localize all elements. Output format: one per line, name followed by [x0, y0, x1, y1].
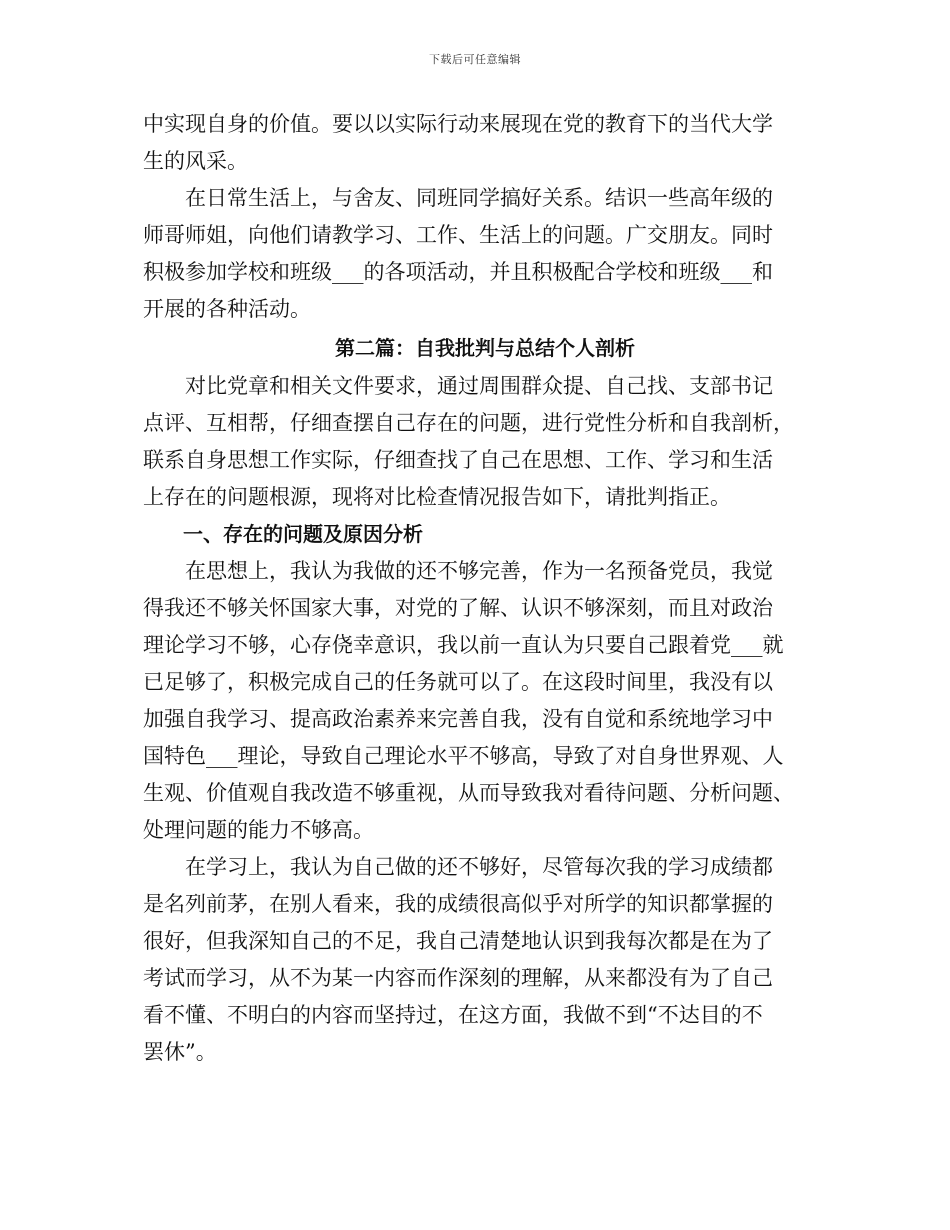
- text-line: 开展的各种活动。: [143, 297, 311, 321]
- text-line: 看不懂、不明白的内容而坚持过，在这方面，我做不到“不达目的不: [143, 1003, 763, 1027]
- text-line: 师哥师姐，向他们请教学习、工作、生活上的问题。广交朋友。同时: [143, 223, 773, 247]
- text-line: 处理问题的能力不够高。: [143, 818, 374, 842]
- text-line: 是名列前茅，在别人看来，我的成绩很高似乎对所学的知识都掌握的: [143, 892, 773, 916]
- text-line: 中实现自身的价值。要以以实际行动来展现在党的教育下的当代大学: [143, 112, 773, 136]
- section-title: 第二篇：自我批判与总结个人剖析: [335, 336, 635, 360]
- text-line: 点评、互相帮，仔细查摆自己存在的问题，进行党性分析和自我剖析，: [143, 411, 794, 435]
- text-line: 在日常生活上，与舍友、同班同学搞好关系。结识一些高年级的: [143, 186, 773, 210]
- text-line: 已足够了，积极完成自己的任务就可以了。在这段时间里，我没有以: [143, 670, 773, 694]
- subsection-title: 一、存在的问题及原因分析: [143, 522, 423, 546]
- text-line: 生的风采。: [143, 149, 248, 173]
- paragraph-thought: [143, 553, 827, 849]
- text-line: 考试而学习，从不为某一内容而作深刻的理解，从来都没有为了自己: [143, 966, 773, 990]
- text-line: 积极参加学校和班级___的各项活动，并且积极配合学校和班级___和: [143, 260, 773, 284]
- text-line: 生观、价值观自我改造不够重视，从而导致我对看待问题、分析问题、: [143, 781, 794, 805]
- text-line: 得我还不够关怀国家大事，对党的了解、认识不够深刻，而且对政治: [143, 596, 773, 620]
- paragraph-study: [143, 849, 827, 1071]
- text-line: 在思想上，我认为我做的还不够完善，作为一名预备党员，我觉: [143, 559, 773, 583]
- text-line: 理论学习不够，心存侥幸意识，我以前一直认为只要自己跟着党___就: [143, 633, 784, 657]
- paragraph-intro: [143, 368, 827, 516]
- page-header: 下载后可任意编辑: [429, 53, 521, 66]
- text-line: 上存在的问题根源，现将对比检查情况报告如下，请批判指正。: [143, 485, 731, 509]
- paragraph-life: [143, 106, 827, 328]
- document-body: [143, 106, 827, 1071]
- text-line: 很好，但我深知自己的不足，我自己清楚地认识到我每次都是在为了: [143, 929, 773, 953]
- text-line: 国特色___理论，导致自己理论水平不够高，导致了对自身世界观、人: [143, 744, 784, 768]
- text-line: 联系自身思想工作实际，仔细查找了自己在思想、工作、学习和生活: [143, 448, 773, 472]
- text-line: 在学习上，我认为自己做的还不够好，尽管每次我的学习成绩都: [143, 855, 773, 879]
- text-line: 对比党章和相关文件要求，通过周围群众提、自己找、支部书记: [143, 374, 773, 398]
- text-line: 罢休”。: [143, 1040, 217, 1064]
- text-line: 加强自我学习、提高政治素养来完善自我，没有自觉和系统地学习中: [143, 707, 773, 731]
